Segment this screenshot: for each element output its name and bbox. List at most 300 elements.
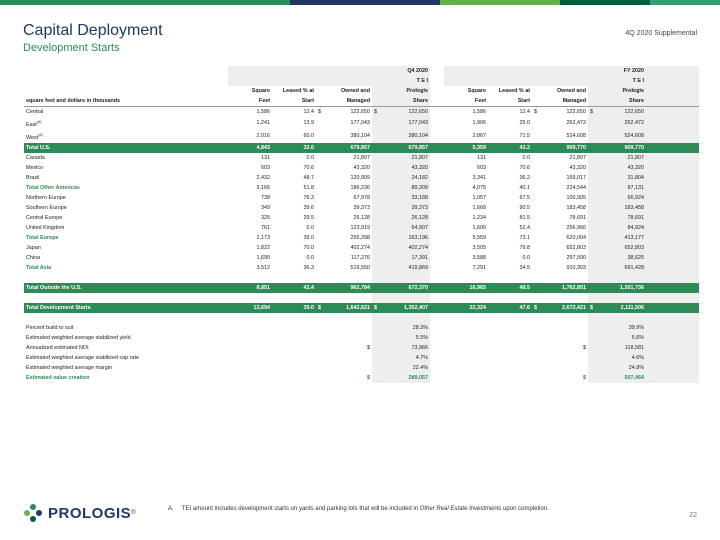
- value-sqft: 603: [261, 164, 270, 171]
- empty-cell: [430, 293, 444, 303]
- value-sqft: 7,291: [472, 264, 486, 271]
- empty-cell: [444, 273, 488, 283]
- value-owned-text: 21,807: [353, 154, 370, 161]
- value-sqft: 3,166: [256, 184, 270, 191]
- value-share: [372, 213, 430, 223]
- empty-cell: [214, 333, 228, 343]
- empty-cell: [532, 293, 588, 303]
- empty-cell: [430, 173, 444, 183]
- header-period-q: Q4 2020: [228, 66, 430, 76]
- empty-cell: [24, 66, 214, 76]
- row-label: [24, 153, 214, 163]
- value-share-text: 21,807: [627, 154, 645, 161]
- column-header: Share: [372, 96, 430, 107]
- value-leased: 48.7: [303, 174, 314, 181]
- value-owned-text: 519,550: [350, 264, 370, 271]
- value-leased: 0.0: [306, 224, 314, 231]
- value-share-text: 21,807: [411, 154, 428, 161]
- metric-label: Estimated value creation: [26, 374, 90, 381]
- value-share-text: 524,608: [624, 133, 645, 140]
- value-share-text: 652,803: [624, 244, 645, 251]
- empty-cell: [214, 283, 228, 293]
- footnote-marker: A.: [168, 506, 174, 512]
- value-owned-text: 186,236: [350, 184, 370, 191]
- empty-cell: [272, 363, 316, 373]
- value-share-text: 413,177: [624, 234, 645, 241]
- empty-cell: [24, 293, 214, 303]
- row-label-text: Brazil: [26, 174, 40, 181]
- empty-cell: [272, 323, 316, 333]
- currency-symbol: $: [583, 344, 586, 351]
- value-share-text: 38,625: [627, 254, 645, 261]
- empty-cell: [272, 333, 316, 343]
- value-owned: [316, 283, 372, 293]
- value-owned: [532, 233, 588, 243]
- empty-cell: [214, 173, 228, 183]
- value-owned-text: 43,320: [569, 164, 586, 171]
- value-sqft: 2,432: [256, 174, 270, 181]
- empty-cell: [646, 66, 699, 76]
- value-share: [588, 183, 646, 193]
- header-row-period: [24, 66, 699, 76]
- value-leased: 81.5: [519, 214, 530, 221]
- value-owned: [316, 143, 372, 153]
- empty-cell: [430, 213, 444, 223]
- empty-cell: [444, 363, 488, 373]
- value-leased: 67.5: [519, 194, 530, 201]
- value-leased: 90.5: [519, 204, 530, 211]
- column-header: Start: [488, 96, 532, 107]
- value-owned-text: 120,909: [350, 174, 370, 181]
- value-owned-text: 26,128: [353, 214, 370, 221]
- metric-currency-cell: [316, 373, 372, 383]
- empty-cell: [646, 183, 699, 193]
- prologis-leaf-icon: [22, 502, 44, 524]
- value-share-text: 97,131: [627, 184, 645, 191]
- empty-cell: [430, 313, 444, 323]
- value-share: [372, 233, 430, 243]
- value-share: [372, 183, 430, 193]
- value-owned: [532, 243, 588, 253]
- empty-cell: [646, 117, 699, 130]
- value-owned: [532, 130, 588, 143]
- empty-cell: [430, 107, 444, 118]
- currency-symbol: $: [590, 109, 593, 115]
- empty-cell: [444, 353, 488, 363]
- value-leased: 70.6: [303, 164, 314, 171]
- value-share: [372, 263, 430, 273]
- value-sqft: 349: [261, 204, 270, 211]
- metric-value-fy: 507,464: [588, 373, 646, 383]
- row-label: [24, 243, 214, 253]
- empty-cell: [24, 86, 214, 96]
- value-owned-text: 122,650: [350, 109, 370, 115]
- page-number: 22: [689, 512, 697, 519]
- logo-trademark: ®: [131, 510, 136, 516]
- metric-currency-cell: [316, 363, 372, 373]
- metric-currency-cell: [316, 323, 372, 333]
- empty-cell: [214, 153, 228, 163]
- value-share-text: 122,650: [408, 109, 428, 115]
- value-share: [372, 253, 430, 263]
- value-owned: [532, 163, 588, 173]
- empty-cell: [430, 183, 444, 193]
- column-header: Start: [272, 96, 316, 107]
- value-leased: 47.6: [488, 303, 532, 313]
- row-label-text: Total U.S.: [26, 144, 51, 151]
- currency-symbol: $: [590, 304, 593, 311]
- empty-cell: [272, 273, 316, 283]
- metric-value-q: 73,966: [372, 343, 430, 353]
- value-sqft: 325: [261, 214, 270, 221]
- value-share-text: 84,924: [627, 224, 645, 231]
- value-leased: 32.6: [272, 143, 316, 153]
- value-leased: 36.3: [303, 264, 314, 271]
- value-leased: 73.1: [519, 234, 530, 241]
- empty-cell: [214, 213, 228, 223]
- empty-cell: [372, 313, 430, 323]
- value-owned-text: 78,691: [569, 214, 586, 221]
- value-share-text: 64,907: [411, 224, 428, 231]
- value-owned: [316, 253, 372, 263]
- value-owned: [316, 193, 372, 203]
- column-header: Owned and: [556, 88, 586, 94]
- footnote-text: TEI amount includes development starts on yards and parking lots that will be included in: [181, 506, 419, 512]
- value-share: [372, 243, 430, 253]
- total-row-us: [24, 143, 699, 153]
- value-owned: [316, 213, 372, 223]
- empty-cell: [532, 273, 588, 283]
- value-owned: [316, 203, 372, 213]
- empty-cell: [214, 223, 228, 233]
- empty-cell: [228, 273, 272, 283]
- value-share: [372, 117, 430, 130]
- value-owned-text: 43,320: [353, 164, 370, 171]
- value-owned-text: 117,276: [350, 254, 370, 261]
- footnote: [168, 506, 549, 512]
- empty-cell: [214, 303, 228, 313]
- empty-cell: [588, 273, 646, 283]
- value-share-text: 262,472: [624, 120, 645, 127]
- total-row-development-starts: [24, 303, 699, 313]
- empty-cell: [532, 313, 588, 323]
- empty-cell: [646, 353, 699, 363]
- metric-label: Percent build to suit: [26, 324, 74, 331]
- empty-cell: [430, 343, 444, 353]
- value-share: [372, 193, 430, 203]
- value-owned-text: 962,784: [350, 284, 370, 291]
- empty-cell: [430, 153, 444, 163]
- footnote-ref: (A): [38, 132, 43, 137]
- value-sqft: 1,241: [256, 120, 270, 127]
- value-sqft: 738: [261, 194, 270, 201]
- footnote-italic: Other Real Estate Investments: [419, 506, 502, 512]
- value-sqft: 1,822: [256, 244, 270, 251]
- subtotal-row-other-americas: [24, 183, 699, 193]
- empty-cell: [214, 130, 228, 143]
- empty-cell: [430, 233, 444, 243]
- value-share-text: 672,370: [408, 284, 428, 291]
- empty-cell: [646, 76, 699, 86]
- metric-value-fy: 24.9%: [588, 363, 646, 373]
- value-owned: [316, 107, 372, 118]
- empty-cell: [646, 343, 699, 353]
- value-leased: 0.0: [522, 254, 530, 261]
- value-share-text: 402,274: [408, 244, 428, 251]
- empty-cell: [228, 323, 272, 333]
- value-owned: [316, 223, 372, 233]
- value-owned-text: 909,770: [566, 144, 586, 151]
- value-share-text: 122,650: [624, 109, 645, 115]
- metric-value-q: 28.3%: [372, 323, 430, 333]
- empty-cell: [646, 153, 699, 163]
- footnote-text-after: upon completion.: [503, 506, 549, 512]
- value-sqft: 5,359: [444, 143, 488, 153]
- empty-cell: [430, 243, 444, 253]
- empty-cell: [430, 373, 444, 383]
- metric-value-fy: 39.9%: [588, 323, 646, 333]
- value-share: [372, 173, 430, 183]
- value-leased: 0.0: [306, 154, 314, 161]
- header-row-tei: [24, 76, 699, 86]
- value-leased: 42.4: [272, 283, 316, 293]
- value-owned: [532, 107, 588, 118]
- value-share-text: 691,428: [624, 264, 645, 271]
- row-label: [24, 117, 214, 130]
- value-share: [588, 117, 646, 130]
- empty-cell: [272, 313, 316, 323]
- empty-cell: [646, 263, 699, 273]
- value-leased: 39.0: [272, 303, 316, 313]
- footnote-ref: (A): [36, 120, 42, 124]
- empty-cell: [444, 313, 488, 323]
- value-owned-text: 39,373: [353, 204, 370, 211]
- metric-currency-cell: [532, 353, 588, 363]
- value-share: [588, 107, 646, 118]
- value-leased: 12.4: [303, 109, 314, 115]
- value-owned: [316, 153, 372, 163]
- value-share: [588, 213, 646, 223]
- empty-cell: [214, 323, 228, 333]
- value-share-text: 419,869: [408, 264, 428, 271]
- currency-symbol: $: [367, 344, 370, 351]
- currency-symbol: $: [534, 304, 537, 311]
- value-owned-text: 100,905: [566, 194, 586, 201]
- column-header: Square: [251, 88, 270, 94]
- empty-cell: [430, 203, 444, 213]
- value-share: [588, 143, 646, 153]
- empty-cell: [214, 203, 228, 213]
- empty-cell: [214, 143, 228, 153]
- empty-cell: [646, 323, 699, 333]
- row-label-text: Central: [26, 109, 44, 115]
- row-label-text: United Kingdom: [26, 224, 65, 231]
- empty-cell: [488, 293, 532, 303]
- empty-cell: [488, 353, 532, 363]
- spacer-row: [24, 293, 699, 303]
- empty-cell: [214, 183, 228, 193]
- value-share-text: 1,201,736: [620, 284, 645, 291]
- empty-cell: [444, 293, 488, 303]
- value-share: [588, 283, 646, 293]
- value-share: [588, 243, 646, 253]
- value-leased: 79.8: [519, 244, 530, 251]
- empty-cell: [646, 253, 699, 263]
- value-share-text: 39,373: [411, 204, 428, 211]
- value-share-text: 89,309: [411, 184, 428, 191]
- row-label-text: Japan: [26, 244, 41, 251]
- value-owned-text: 679,857: [350, 144, 370, 151]
- metric-currency-cell: [316, 343, 372, 353]
- value-sqft: 16,965: [444, 283, 488, 293]
- metric-currency-cell: [532, 323, 588, 333]
- empty-cell: [488, 363, 532, 373]
- value-leased: 12.4: [519, 109, 530, 115]
- column-header: Prologis: [588, 86, 646, 96]
- value-owned-text: 1,762,851: [562, 284, 586, 291]
- column-header: Managed: [316, 96, 372, 107]
- column-header: Share: [588, 96, 646, 107]
- empty-cell: [214, 353, 228, 363]
- empty-cell: [646, 363, 699, 373]
- value-share: [372, 153, 430, 163]
- spacer-row: [24, 273, 699, 283]
- row-label: [24, 107, 214, 118]
- empty-cell: [488, 373, 532, 383]
- empty-cell: [214, 263, 228, 273]
- value-owned-text: 123,919: [350, 224, 370, 231]
- empty-cell: [214, 76, 228, 86]
- value-sqft: 4,843: [228, 143, 272, 153]
- empty-cell: [272, 353, 316, 363]
- metric-row: [24, 333, 699, 343]
- value-owned-text: 159,017: [566, 174, 586, 181]
- metric-value-fy: 118,581: [588, 343, 646, 353]
- header-period-fy: FY 2020: [444, 66, 646, 76]
- empty-cell: [430, 283, 444, 293]
- value-sqft: 1,600: [472, 224, 486, 231]
- value-sqft: 2,016: [256, 133, 270, 140]
- empty-cell: [430, 86, 444, 96]
- row-label-text: West: [26, 134, 39, 141]
- metric-row: [24, 373, 699, 383]
- row-label: [24, 233, 214, 243]
- empty-cell: [444, 373, 488, 383]
- table-row: [24, 163, 699, 173]
- page-subtitle: Development Starts: [23, 42, 120, 54]
- column-header: Leased % at: [282, 88, 314, 94]
- value-owned-text: 652,803: [566, 244, 586, 251]
- value-owned-text: 256,966: [566, 224, 586, 231]
- value-owned: [532, 303, 588, 313]
- metric-currency-cell: [532, 373, 588, 383]
- value-sqft: 1,234: [472, 214, 486, 221]
- metric-label: Estimated weighted average stabilized cap rate: [26, 354, 139, 361]
- empty-cell: [646, 96, 699, 107]
- value-owned-text: 122,650: [566, 109, 586, 115]
- empty-cell: [316, 313, 372, 323]
- row-label: [24, 283, 214, 293]
- value-owned: [316, 173, 372, 183]
- metric-currency-cell: [532, 333, 588, 343]
- value-leased: 40.1: [519, 184, 530, 191]
- value-sqft: 3,512: [256, 264, 270, 271]
- logo-text: PROLOGIS: [48, 504, 132, 522]
- value-sqft: 3,588: [472, 254, 486, 261]
- value-owned: [316, 183, 372, 193]
- empty-cell: [646, 130, 699, 143]
- table-row: [24, 213, 699, 223]
- value-share-text: 43,320: [411, 164, 428, 171]
- development-starts-table: [24, 66, 699, 383]
- value-owned: [532, 263, 588, 273]
- column-header: Managed: [532, 96, 588, 107]
- row-label-text: Total Development Starts: [26, 304, 91, 311]
- table-row: [24, 107, 699, 118]
- value-sqft: 13,694: [228, 303, 272, 313]
- empty-cell: [430, 273, 444, 283]
- row-label: [24, 203, 214, 213]
- value-owned: [316, 263, 372, 273]
- empty-cell: [214, 163, 228, 173]
- empty-cell: [646, 233, 699, 243]
- value-share: [588, 303, 646, 313]
- value-share-text: 17,391: [411, 254, 428, 261]
- value-leased: 39.0: [303, 234, 314, 241]
- empty-cell: [430, 253, 444, 263]
- empty-cell: [24, 273, 214, 283]
- value-owned-text: 262,472: [566, 120, 586, 127]
- value-share: [588, 223, 646, 233]
- empty-cell: [646, 107, 699, 118]
- header-tei-fy: T E I: [444, 76, 646, 86]
- empty-cell: [214, 293, 228, 303]
- empty-cell: [488, 273, 532, 283]
- header-tei-q: T E I: [228, 76, 430, 86]
- row-label-text: China: [26, 254, 41, 261]
- metric-value-q: 289,057: [372, 373, 430, 383]
- value-leased: 13.9: [303, 120, 314, 127]
- empty-cell: [214, 96, 228, 107]
- empty-cell: [214, 193, 228, 203]
- empty-cell: [272, 373, 316, 383]
- empty-cell: [430, 363, 444, 373]
- value-sqft: 22,324: [444, 303, 488, 313]
- empty-cell: [646, 163, 699, 173]
- value-leased: 39.6: [303, 204, 314, 211]
- page-title: Capital Deployment: [23, 22, 163, 39]
- empty-cell: [228, 313, 272, 323]
- value-owned-text: 183,458: [566, 204, 586, 211]
- table-row: [24, 253, 699, 263]
- value-leased: 60.0: [303, 133, 314, 140]
- value-share: [588, 130, 646, 143]
- empty-cell: [214, 313, 228, 323]
- empty-cell: [430, 143, 444, 153]
- value-share-text: 43,320: [627, 164, 645, 171]
- metric-currency-cell: [316, 333, 372, 343]
- value-owned: [532, 153, 588, 163]
- row-label: [24, 223, 214, 233]
- empty-cell: [430, 96, 444, 107]
- subtotal-row-asia: [24, 263, 699, 273]
- value-leased: 0.0: [522, 154, 530, 161]
- value-sqft: 3,341: [472, 174, 486, 181]
- value-share: [372, 223, 430, 233]
- value-owned-text: 1,642,621: [346, 304, 370, 311]
- value-owned-text: 256,398: [350, 234, 370, 241]
- value-share-text: 26,128: [411, 214, 428, 221]
